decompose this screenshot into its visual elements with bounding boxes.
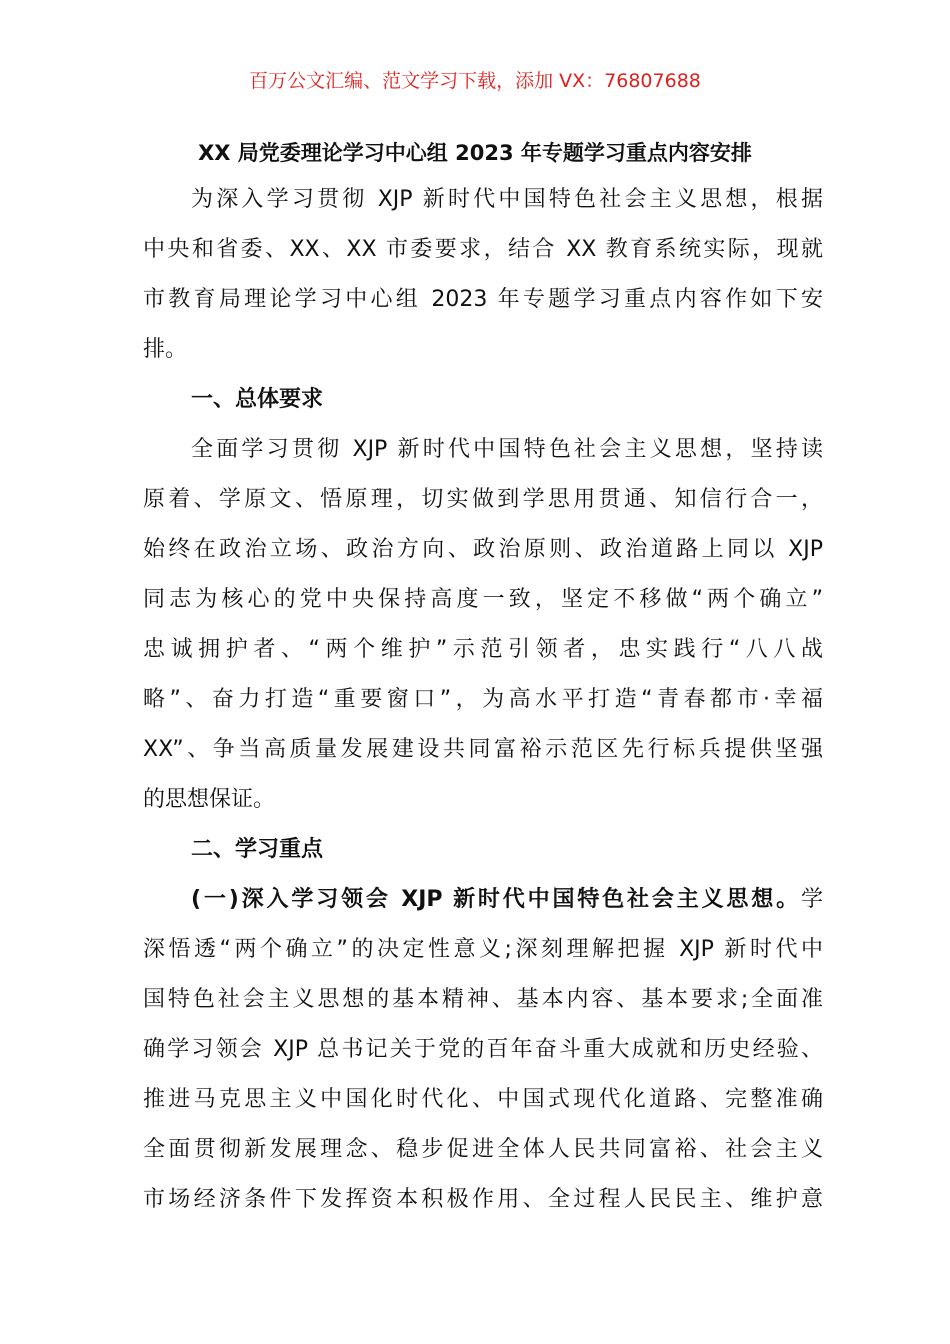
- body-line: 的思想保证。: [143, 787, 276, 812]
- body-line: 忠诚拥护者、“两个维护”示范引领者，忠实践行“八八战: [143, 637, 823, 662]
- body-line: 略”、奋力打造“重要窗口”，为高水平打造“青春都市·幸福: [143, 687, 823, 712]
- body-line: 排。: [143, 337, 188, 362]
- body-line: 原着、学原文、悟原理，切实做到学思用贯通、知信行合一，: [143, 487, 823, 512]
- document-body: [143, 178, 823, 1228]
- section-heading: 一、总体要求: [191, 387, 324, 412]
- body-line: 为深入学习贯彻 XJP 新时代中国特色社会主义思想，根据: [191, 187, 823, 212]
- subsection-lead: (一)深入学习领会 XJP 新时代中国特色社会主义思想。: [191, 887, 801, 912]
- body-line: 始终在政治立场、政治方向、政治原则、政治道路上同以 XJP: [143, 537, 823, 562]
- document-title: XX 局党委理论学习中心组 2023 年专题学习重点内容安排: [198, 141, 752, 165]
- section-heading: 二、学习重点: [191, 837, 324, 862]
- body-line: 深悟透“两个确立”的决定性意义;深刻理解把握 XJP 新时代中: [143, 937, 823, 962]
- body-line: 市场经济条件下发挥资本积极作用、全过程人民民主、维护意: [143, 1187, 823, 1212]
- header-banner: 百万公文汇编、范文学习下载，添加 VX：76807688: [249, 70, 701, 92]
- body-line: 全面学习贯彻 XJP 新时代中国特色社会主义思想，坚持读: [191, 437, 823, 462]
- body-line: 确学习领会 XJP 总书记关于党的百年奋斗重大成就和历史经验、: [143, 1037, 823, 1062]
- body-line: 同志为核心的党中央保持高度一致，坚定不移做“两个确立”: [143, 587, 823, 612]
- body-line: 市教育局理论学习中心组 2023 年专题学习重点内容作如下安: [143, 287, 823, 312]
- body-text: 学: [800, 887, 823, 912]
- body-line: 全面贯彻新发展理念、稳步促进全体人民共同富裕、社会主义: [143, 1137, 823, 1162]
- body-line: XX”、争当高质量发展建设共同富裕示范区先行标兵提供坚强: [143, 737, 823, 762]
- body-line: [143, 878, 823, 928]
- body-line: 国特色社会主义思想的基本精神、基本内容、基本要求;全面准: [143, 987, 823, 1012]
- body-line: 中央和省委、XX、XX 市委要求，结合 XX 教育系统实际，现就: [143, 237, 823, 262]
- body-line: 推进马克思主义中国化时代化、中国式现代化道路、完整准确: [143, 1087, 823, 1112]
